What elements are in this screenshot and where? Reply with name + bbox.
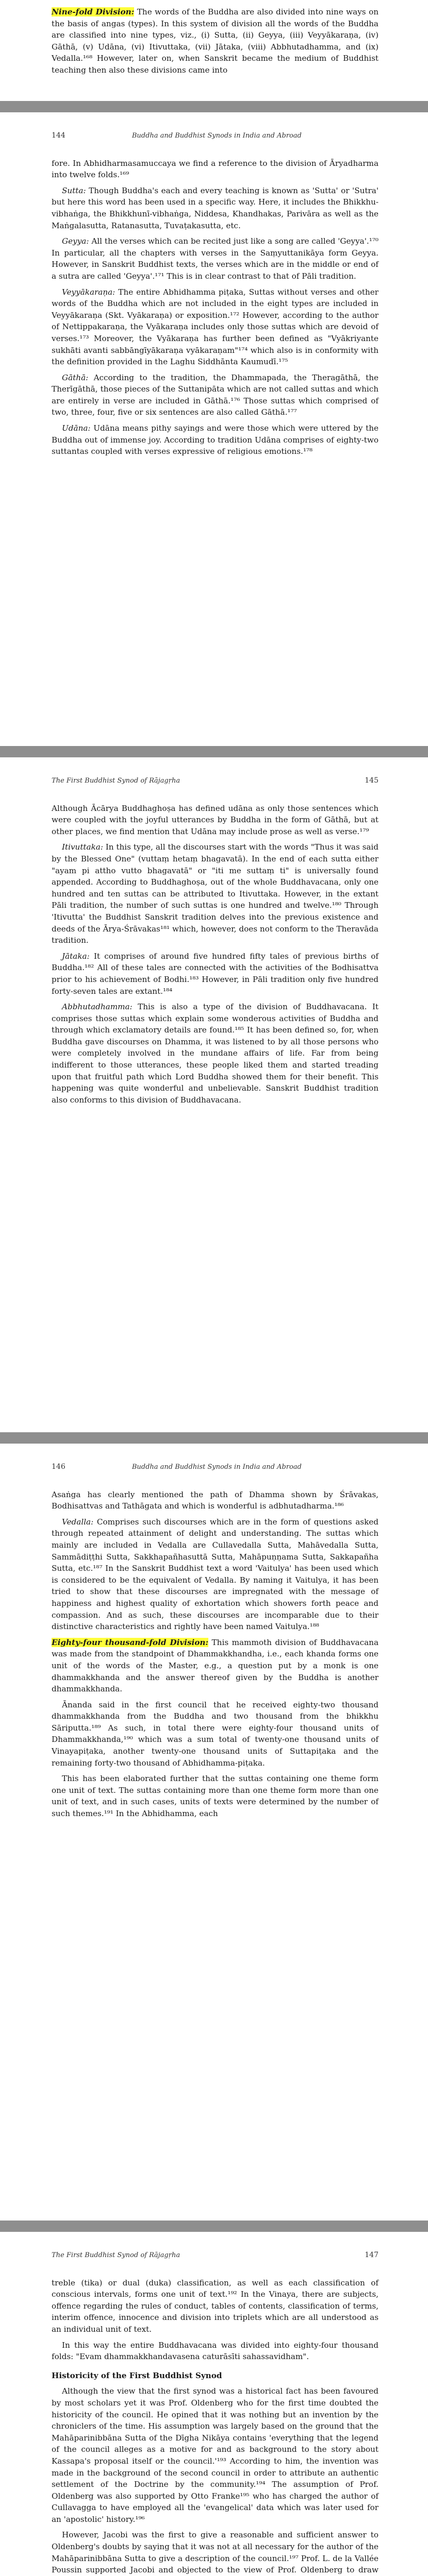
term-label: Gāthā:	[62, 372, 89, 382]
paragraph-sutta	[52, 185, 378, 231]
highlighted-heading: Eighty-four thousand-fold Division:	[52, 1637, 209, 1647]
section-title: Historicity of the First Buddhist Synod	[52, 2370, 222, 2380]
paragraph	[52, 1699, 378, 1769]
term-label: Jātaka:	[62, 951, 90, 961]
paragraph-vedalla	[52, 1516, 378, 1633]
page-number: 144	[52, 131, 65, 140]
page-144	[0, 112, 428, 741]
page-separator	[0, 746, 428, 757]
page-header	[52, 1461, 378, 1473]
page-header	[52, 130, 378, 142]
paragraph	[52, 2277, 378, 2335]
term-label: Geyya:	[62, 236, 89, 246]
paragraph	[52, 2340, 378, 2363]
paragraph-geyya	[52, 235, 378, 282]
page-header	[52, 775, 378, 787]
paragraph-text: The entire Abhidhamma piṭaka, Suttas without verses and other words of the Buddha which are not included in the eight types are included in Veyyākaraṇa (Skt. Vyākaraṇa) or exposition.¹⁷² However, according to the author of Nettippakaraṇa, the Vyākaraṇa includes only those suttas which are devoid of verses.¹⁷³ Moreover, the Vyākaraṇa has further been defined as "Vyākriyante sukhāti avanti sabbāngīyākaraṇa vyākaraṇam"¹⁷⁴ which also is in conformity with the definition provided in the Laghu Siddhānta Kaumudī.¹⁷⁵	[52, 287, 378, 367]
paragraph-itivuttaka	[52, 841, 378, 946]
paragraph-text: In this way the entire Buddhavacana was divided into eighty-four thousand folds: "Evam dhammakkhandavasena caturāsīti sahassavidham".	[52, 2340, 378, 2362]
paragraph	[52, 2385, 378, 2525]
paragraph-text: Comprises such discourses which are in the form of questions asked through repeated attainment of delight and understanding. The suttas which mainly are included in Vedalla are Cullavedalla Sutta, Mahāvedalla Sutta, Sammādiṭṭhi Sutta, Sakkhapañhasuttā Sutta, Mahāpuṇṇama Sutta, Sakkapañha Sutta, etc.¹⁸⁷ In the Sanskrit Buddhist text a word 'Vaitulya' has been used which is considered to be the equivalent of Vedalla. By naming it Vaitulya, it has been tried to show that these discourses are impregnated with the message of happiness and highest quality of exhortation which showers forth peace and compassion. And as such, these discourses are incomparable due to their distinctive characteristics and rightly have been named Vaitulya.¹⁸⁸	[52, 1517, 378, 1632]
running-title: Buddha and Buddhist Synods in India and Abroad	[131, 132, 302, 140]
term-label: Itivuttaka:	[62, 842, 103, 852]
page-separator	[0, 2221, 428, 2232]
paragraph-text: fore. In Abhidharmasamuccaya we find a reference to the division of Āryadharma into twelve folds.¹⁶⁹	[52, 158, 378, 180]
page-147	[0, 2232, 428, 2576]
paragraph-text: This has been elaborated further that the suttas containing one theme form one unit of text. The suttas containing more than one theme form more than one unit of text, and in such cases, units of texts were determined by the number of such themes.¹⁹¹ In the Abhidhamma, each	[52, 1774, 378, 1819]
term-label: Sutta:	[62, 185, 86, 195]
term-label: Udāna:	[62, 423, 91, 433]
paragraph-text: According to the tradition, the Dhammapada, the Theragāthā, the Therīgāthā, those pieces of the Suttanipāta which are not called suttas and which are entirely in verse are included in Gāthā.¹⁷⁶ Those suttas which comprised of two, three, four, five or six sentences are also called Gāthā.¹⁷⁷	[52, 372, 378, 417]
paragraph-text: Asaṅga has clearly mentioned the path of Dhamma shown by Śrāvakas, Bodhisattvas and Tathāgata and which is wonderful is adbhutadharma.¹⁸⁶	[52, 1489, 378, 1511]
paragraph-text: This mammoth division of Buddhavacana was made from the standpoint of Dhammakkhandha, i.e., each khanda forms one unit of the words of the Master, e.g., a question put by a monk is one dhammakkhanda and the answer thereof given by the Buddha is another dhammakkhanda.	[52, 1637, 378, 1694]
paragraph	[52, 1489, 378, 1512]
page-fragment-143	[0, 0, 428, 96]
paragraph-gatha	[52, 372, 378, 418]
paragraph-text: This is also a type of the division of Buddhavacana. It comprises those suttas which explain some wonderous activities of Buddha and through which exclamatory details are found.¹⁸⁵ It has been defined so, for, when Buddha gave discourses on Dhamma, it was listened to by all those persons who were completely involved in the mundane affairs of life. Far from being indifferent to those utterances, these people liked them and started treading upon that fruitful path which Lord Buddha showed them for their benefit. This happening was quite wonderful and unbelievable. Sanskrit Buddhist tradition also conforms to this division of Buddhavacana.	[52, 1002, 378, 1105]
paragraph-text: Although the view that the first synod was a historical fact has been favoured by most scholars yet it was Prof. Oldenberg who for the first time doubted the historicity of the council. He opined that it was nothing but an invention by the chroniclers of the time. His assumption was largely based on the ground that the Mahāparinibbāna Sutta of the Dīgha Nikāya contains 'everything that the legend of the council alleges as a motive for and as background to the story about Kassapa's proposal itself or the council.'¹⁹³ According to him, the invention was made in the background of the second council in order to attribute an authentic settlement of the Doctrine by the community.¹⁹⁴ The assumption of Prof. Oldenberg was also supported by Otto Franke¹⁹⁵ who has charged the author of Cullavagga to have employed all the 'evangelical' data which was later used for an 'apostolic' history.¹⁹⁶	[52, 2386, 378, 2524]
page-separator	[0, 101, 428, 112]
paragraph	[52, 158, 378, 181]
page-number: 146	[52, 1463, 65, 1471]
paragraph-text: Though Buddha's each and every teaching is known as 'Sutta' or 'Sutra' but here this word has been used in a specific way. Here, it includes the Bhikkhu-vibhaṅga, the Bhikkhunī-vibhaṅga, Niddesa, Khandhakas, Parivāra as well as the Maṅgalasutta, Ratanasutta, Tuvaṭakasutta, etc.	[52, 185, 378, 230]
paragraph-veyyakarana	[52, 286, 378, 368]
page-145	[0, 757, 428, 1427]
page-number: 145	[365, 776, 378, 785]
running-title: The First Buddhist Synod of Rājagṛha	[52, 777, 180, 785]
page-number: 147	[365, 2251, 378, 2259]
paragraph-eighty-four-thousand	[52, 1637, 378, 1695]
paragraph-text: Although Ācārya Buddhaghoṣa has defined udāna as only those sentences which were coupled with the joyful utterances by Buddha in the form of Gāthā, but at other places, we find mention that Udāna may include prose as well as verse.¹⁷⁹	[52, 803, 378, 836]
paragraph-jataka	[52, 951, 378, 997]
paragraph-text: All the verses which can be recited just like a song are called 'Geyya'.¹⁷⁰ In particular, all the chapters with verses in the Saṃyuttanikāya form Geyya. However, in Sanskrit Buddhist texts, the verses which are in the middle or end of a sutra are called 'Geyya'.¹⁷¹ This is in clear contrast to that of Pāli tradition.	[52, 236, 378, 281]
paragraph-text: In this type, all the discourses start with the words "Thus it was said by the Blessed One" (vuttaṃ hetaṃ bhagavatā). In the end of each sutta either "ayam pi attho vutto bhagavatā" or "iti me suttaṃ ti" is universally found appended. According to Buddhaghoṣa, out of the whole Buddhavacana, only one hundred and ten suttas can be attributed to Itivuttaka. However, in the extant Pāli tradition, the number of such suttas is one hundred and twelve.¹⁸⁰ Through 'Itivutta' the Buddhist Sanskrit tradition delves into the previous existence and deeds of the Ārya-Śrāvakas¹⁸¹ which, however, does not conform to the Theravāda tradition.	[52, 842, 378, 945]
running-title: Buddha and Buddhist Synods in India and Abroad	[131, 1463, 302, 1471]
page-146	[0, 1444, 428, 2216]
term-label: Vedalla:	[62, 1517, 94, 1527]
highlighted-heading: Nine-fold Division:	[52, 7, 135, 16]
page-separator	[0, 1432, 428, 1444]
paragraph-text: The words of the Buddha are also divided into nine ways on the basis of angas (types). In this system of division all the words of the Buddha are classified into nine types, viz., (i) Sutta, (ii) Geyya, (iii) Veyyākaraṇa, (iv) Gāthā, (v) Udāna, (vi) Itivuttaka, (vii) Jātaka, (viii) Abbhutadhamma, and (ix) Vedalla.¹⁶⁸ However, later on, when Sanskrit became the medium of Buddhist teaching then also these divisions came into	[52, 7, 379, 75]
paragraph	[52, 803, 378, 838]
paragraph-text: However, Jacobi was the first to give a reasonable and sufficient answer to Oldenberg's doubts by saying that it was not at all necessary for the author of the Mahāparinibbāna Sutta to give a description of the council.¹⁹⁷ Prof. L. de la Vallée Poussin supported Jacobi and objected to the view of Prof. Oldenberg to draw	[52, 2530, 378, 2575]
paragraph-text: Udāna means pithy sayings and were those which were uttered by the Buddha out of immense joy. According to tradition Udāna comprises of eighty-two suttantas coupled with verses expressive of religious emotions.¹⁷⁸	[52, 423, 378, 456]
paragraph	[52, 2529, 378, 2576]
page-header	[52, 2249, 378, 2262]
term-label: Veyyākaraṇa:	[62, 287, 116, 297]
paragraph-text: Ānanda said in the first council that he received eighty-two thousand dhammakkhanda from the Buddha and two thousand from the bhikkhu Sāriputta.¹⁸⁹ As such, in total there were eighty-four thousand units of Dhammakkhanda,¹⁹⁰ which was a sum total of twenty-one thousand units of Vinayapiṭaka, another twenty-one thousand units of Suttapiṭaka and the remaining forty-two thousand of Abhidhamma-piṭaka.	[52, 1700, 378, 1768]
paragraph-nine-fold-division	[52, 6, 378, 76]
paragraph-text: It comprises of around five hundred fifty tales of previous births of Buddha.¹⁸² All of these tales are connected with the activities of the Bodhisattva prior to his achievement of Bodhi.¹⁸³ However, in Pāli tradition only five hundred forty-seven tales are extant.¹⁸⁴	[52, 951, 378, 996]
paragraph-udana	[52, 422, 378, 457]
paragraph-abbhutadhamma	[52, 1001, 378, 1106]
paragraph-text: treble (tika) or dual (duka) classification, as well as each classification of conscious intervals, forms one unit of text.¹⁹² In the Vinaya, there are subjects, offence regarding the rules of conduct, tables of contents, classification of terms, interim offence, innocence and division into triplets which are all understood as an individual unit of text.	[52, 2278, 378, 2334]
term-label: Abbhutadhamma:	[62, 1002, 133, 1012]
paragraph	[52, 1773, 378, 1819]
running-title: The First Buddhist Synod of Rājagṛha	[52, 2251, 180, 2259]
